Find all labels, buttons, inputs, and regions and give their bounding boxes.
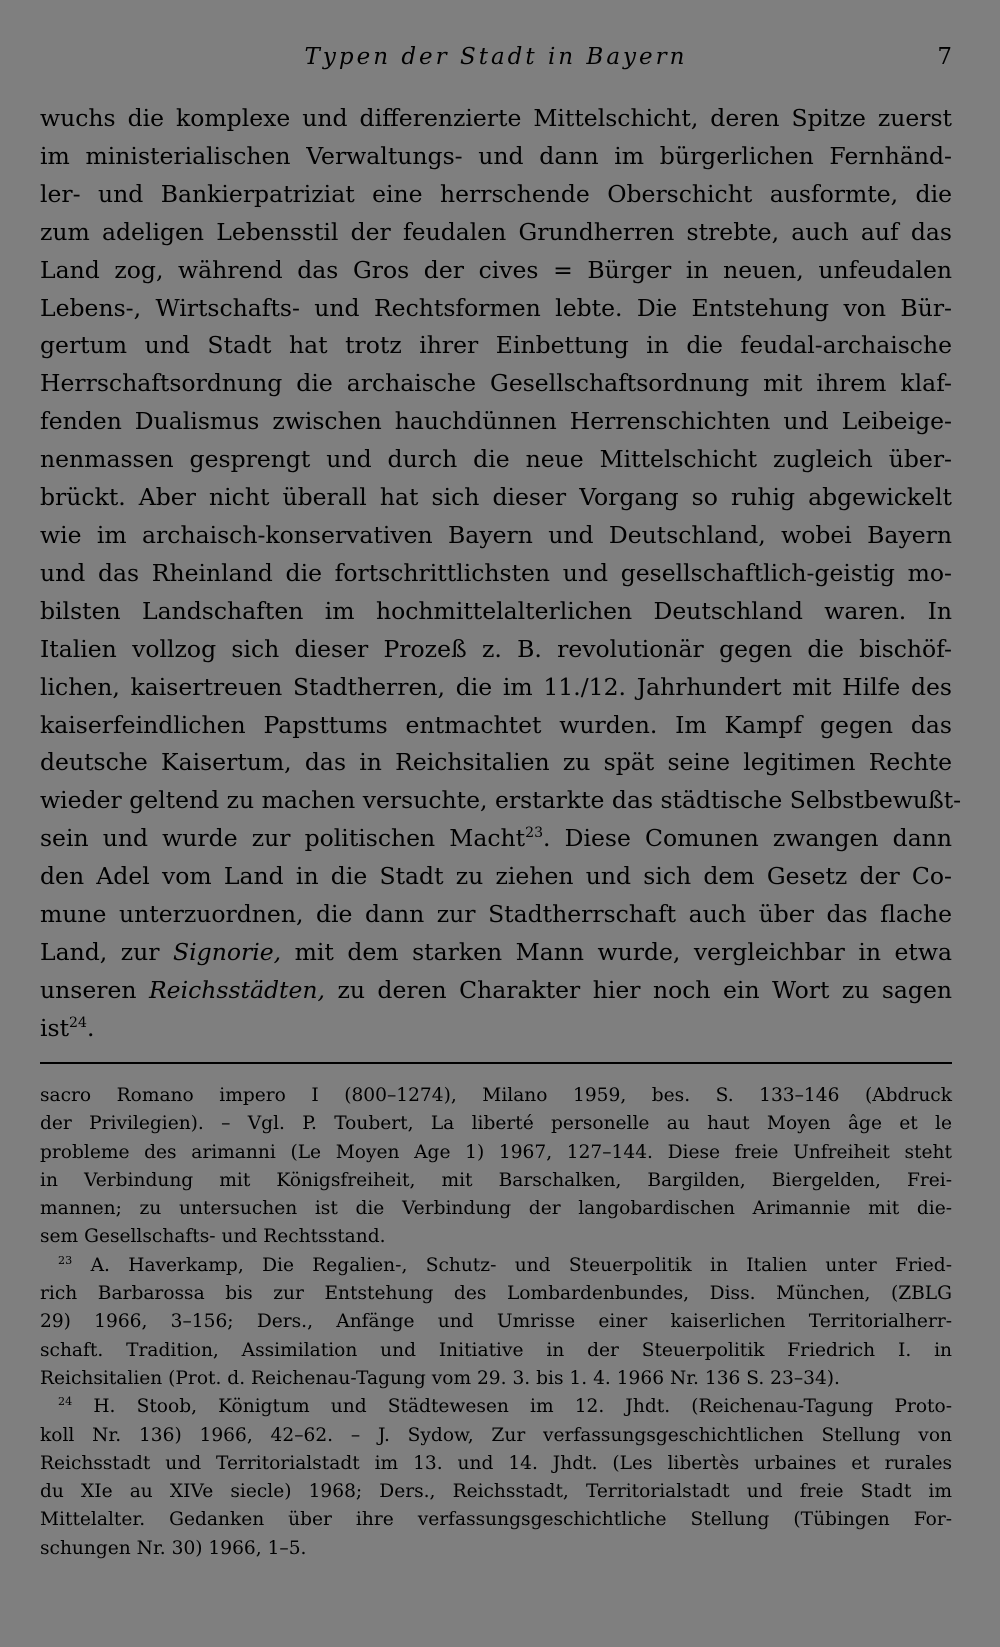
footnote-line: Mittelalter. Gedanken über ihre verfassungsgeschichtliche Stellung (Tübingen For- bbox=[40, 1509, 952, 1531]
footnote-number-23: 23 bbox=[58, 1253, 73, 1267]
body-line: bilsten Landschaften im hochmittelalterlichen Deutschland waren. In bbox=[40, 596, 952, 625]
italic-term-reichsstaedten: Reichsstädten, bbox=[148, 975, 325, 1004]
body-line: deutsche Kaisertum, das in Reichsitalien zu spät seine legitimen Rechte bbox=[40, 748, 952, 777]
body-line bbox=[40, 820, 952, 858]
body-line bbox=[40, 934, 952, 972]
footnote-23-first-line bbox=[40, 1252, 952, 1280]
body-line: im ministerialischen Verwaltungs- und dann im bürgerlichen Fernhänd- bbox=[40, 141, 952, 170]
body-line: mune unterzuordnen, die dann zur Stadtherrschaft auch über das flache bbox=[40, 900, 952, 929]
footnote-number-24: 24 bbox=[58, 1395, 73, 1409]
main-paragraph bbox=[40, 100, 962, 1048]
body-line-text: Land, zur bbox=[40, 937, 174, 966]
body-line: nenmassen gesprengt und durch die neue Mittelschicht zugleich über- bbox=[40, 445, 952, 474]
footnote-line-text: A. Haverkamp, Die Regalien-, Schutz- und Steuerpolitik in Italien unter Fried- bbox=[90, 1254, 952, 1276]
footnote-line: 29) 1966, 3–156; Ders., Anfänge und Umrisse einer kaiserlichen Territorialherr- bbox=[40, 1311, 952, 1333]
body-line: ler- und Bankierpatriziat eine herrschende Oberschicht ausformte, die bbox=[40, 179, 952, 208]
running-header bbox=[40, 44, 952, 74]
body-line-text: unseren bbox=[40, 975, 149, 1004]
body-line: den Adel vom Land in die Stadt zu ziehen und sich dem Gesetz der Co- bbox=[40, 862, 952, 891]
footnote-line: sacro Romano impero I (800–1274), Milano 1959, bes. S. 133–146 (Abdruck bbox=[40, 1085, 952, 1106]
body-line bbox=[40, 972, 952, 1010]
footnote-line: probleme des arimanni (Le Moyen Age 1) 1967, 127–144. Diese freie Unfreiheit steht bbox=[40, 1141, 952, 1163]
footnote-line: Reichsstadt und Territorialstadt im 13. und 14. Jhdt. (Les libertès urbaines et rurales bbox=[40, 1452, 952, 1474]
body-line: brückt. Aber nicht überall hat sich dieser Vorgang so ruhig abgewickelt bbox=[40, 483, 952, 512]
footnotes bbox=[40, 1082, 952, 1563]
body-line: fenden Dualismus zwischen hauchdünnen Herrenschichten und Leibeige- bbox=[40, 407, 952, 436]
body-line: Land zog, während das Gros der cives = Bürger in neuen, unfeudalen bbox=[40, 255, 952, 284]
footnote-line: schaft. Tradition, Assimilation und Initiative in der Steuerpolitik Friedrich I. in bbox=[40, 1339, 952, 1361]
footnote-ref-23[interactable]: 23 bbox=[525, 825, 544, 842]
footnote-ref-24[interactable]: 24 bbox=[69, 1014, 87, 1031]
body-line: und das Rheinland die fortschrittlichsten und gesellschaftlich-geistig mo- bbox=[40, 558, 952, 587]
footnote-line: Reichsitalien (Prot. d. Reichenau-Tagung vom 29. 3. bis 1. 4. 1966 Nr. 136 S. 23–34). bbox=[40, 1367, 840, 1389]
running-title: Typen der Stadt in Bayern bbox=[304, 44, 688, 70]
italic-term-signorie: Signorie, bbox=[173, 937, 282, 966]
body-line bbox=[40, 1010, 952, 1048]
page-number: 7 bbox=[937, 44, 952, 70]
body-line: Italien vollzog sich dieser Prozeß z. B. revolutionär gegen die bischöf- bbox=[40, 634, 952, 663]
body-line-text: . bbox=[86, 1013, 95, 1042]
body-line: wieder geltend zu machen versuchte, erstarkte das städtische Selbstbewußt- bbox=[40, 786, 962, 815]
body-line-text: mit dem starken Mann wurde, vergleichbar in etwa bbox=[281, 937, 952, 966]
footnote-line: in Verbindung mit Königsfreiheit, mit Barschalken, Bargilden, Biergelden, Frei- bbox=[40, 1169, 952, 1191]
body-line: kaiserfeindlichen Papsttums entmachtet wurden. Im Kampf gegen das bbox=[40, 710, 952, 739]
footnote-line: der Privilegien). – Vgl. P. Toubert, La liberté personelle au haut Moyen âge et le bbox=[40, 1113, 952, 1135]
footnote-line: du XIe au XIVe siecle) 1968; Ders., Reichsstadt, Territorialstadt und freie Stadt im bbox=[40, 1481, 952, 1503]
body-line: wie im archaisch-konservativen Bayern und Deutschland, wobei Bayern bbox=[40, 520, 952, 549]
footnote-24-first-line bbox=[40, 1393, 952, 1421]
footnote-line-text: H. Stoob, Königtum und Städtewesen im 12. Jhdt. (Reichenau-Tagung Proto- bbox=[93, 1396, 952, 1418]
body-line-text: sein und wurde zur politischen Macht bbox=[40, 824, 526, 853]
body-line-text: . Diese Comunen zwangen dann bbox=[543, 824, 953, 853]
footnote-line: schungen Nr. 30) 1966, 1–5. bbox=[40, 1537, 307, 1559]
footnote-line: mannen; zu untersuchen ist die Verbindung der langobardischen Arimannie mit die- bbox=[40, 1198, 952, 1220]
footnote-separator bbox=[40, 1062, 952, 1064]
footnote-line: koll Nr. 136) 1966, 42–62. – J. Sydow, Zur verfassungsgeschichtlichen Stellung von bbox=[40, 1424, 952, 1446]
body-line: Lebens-, Wirtschafts- und Rechtsformen lebte. Die Entstehung von Bür- bbox=[40, 293, 952, 322]
body-line: zum adeligen Lebensstil der feudalen Grundherren strebte, auch auf das bbox=[40, 217, 952, 246]
body-line: lichen, kaisertreuen Stadtherren, die im 11./12. Jahrhundert mit Hilfe des bbox=[40, 672, 952, 701]
body-line-text: ist bbox=[40, 1013, 70, 1042]
body-line: wuchs die komplexe und differenzierte Mittelschicht, deren Spitze zuerst bbox=[40, 104, 952, 132]
body-line-text: zu deren Charakter hier noch ein Wort zu sagen bbox=[324, 975, 953, 1004]
footnote-line: sem Gesellschafts- und Rechtsstand. bbox=[40, 1226, 386, 1248]
body-line: gertum und Stadt hat trotz ihrer Einbettung in die feudal-archaische bbox=[40, 331, 952, 360]
body-line: Herrschaftsordnung die archaische Gesellschaftsordnung mit ihrem klaf- bbox=[40, 369, 952, 398]
footnote-line: rich Barbarossa bis zur Entstehung des Lombardenbundes, Diss. München, (ZBLG bbox=[40, 1283, 952, 1305]
